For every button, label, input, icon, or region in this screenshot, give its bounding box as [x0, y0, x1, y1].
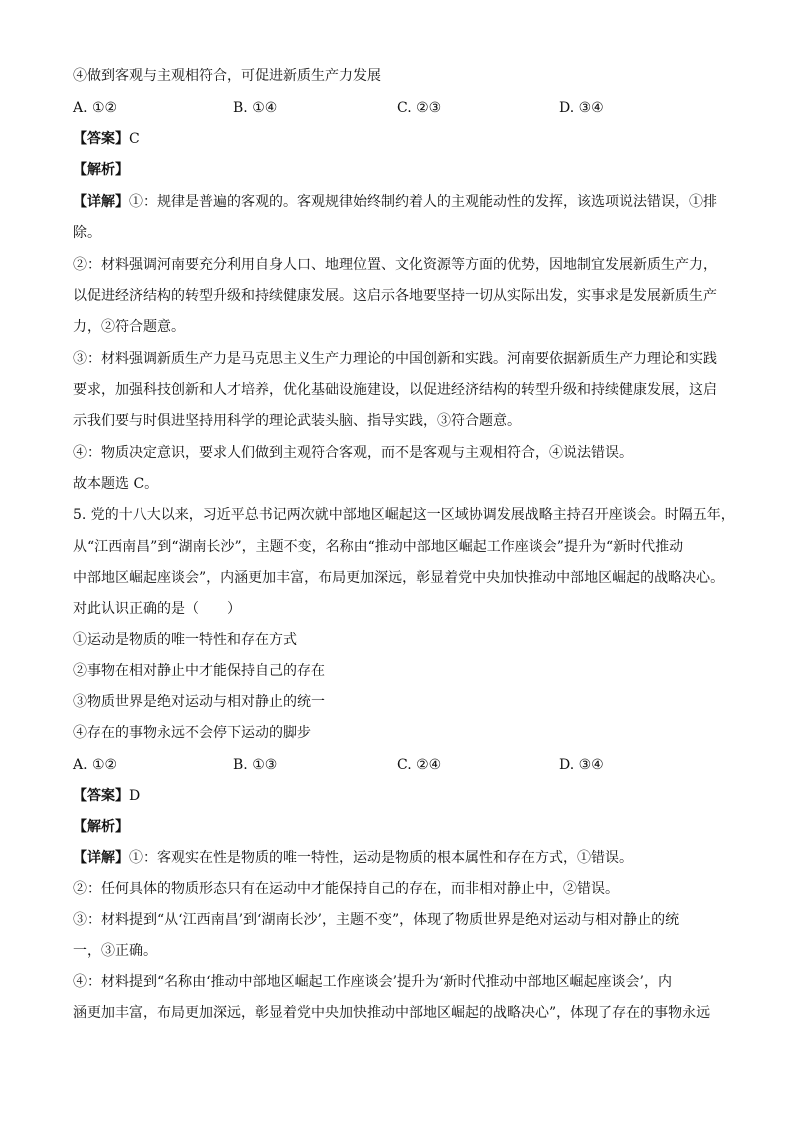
detail-label: 【详解】 [73, 194, 129, 210]
q5-option-c: C. ②④ [397, 757, 442, 773]
q4-detail-4: ④：物质决定意识，要求人们做到主观符合客观，而不是客观与主观相符合，④说法错误。 [73, 445, 633, 461]
q4-statement-4: ④做到客观与主观相符合，可促进新质生产力发展 [73, 68, 381, 84]
answer-value: C [129, 131, 140, 147]
q5-options [73, 755, 734, 775]
q4-option-a: A. ①② [73, 100, 118, 116]
q4-answer [73, 129, 734, 149]
q5-analysis-label: 【解析】 [73, 819, 129, 835]
q4-detail-2c: 力，②符合题意。 [73, 319, 185, 335]
answer-label: 【答案】 [73, 131, 129, 147]
q5-statement-2: ②事物在相对静止中才能保持自己的存在 [73, 663, 325, 679]
q5-option-d: D. ③④ [559, 757, 604, 773]
q5-option-b: B. ①③ [233, 757, 278, 773]
q5-detail-3b: 一，③正确。 [73, 943, 157, 959]
q4-detail-3b: 要求，加强科技创新和人才培养，优化基础设施建设，以促进经济结构的转型升级和持续健康发展，这启 [73, 382, 717, 398]
q5-stem-c: 中部地区崛起座谈会”，内涵更加丰富，布局更加深远，彰显着党中央加快推动中部地区崛起的战略决心。 [73, 570, 725, 586]
q4-conclusion: 故本题选 C。 [73, 476, 159, 492]
q5-statement-1: ①运动是物质的唯一特性和存在方式 [73, 632, 297, 648]
q5-stem-d: 对此认识正确的是（ ） [73, 601, 241, 617]
answer-value: D [129, 788, 141, 804]
q4-detail-3c: 示我们要与时俱进坚持用科学的理论武装头脑、指导实践，③符合题意。 [73, 413, 521, 429]
q4-detail-3a: ③：材料强调新质生产力是马克思主义生产力理论的中国创新和实践。河南要依据新质生产力理论和实践 [73, 351, 717, 367]
q5-statement-4: ④存在的事物永远不会停下运动的脚步 [73, 725, 311, 741]
q5-stem-a: 5. 党的十八大以来，习近平总书记两次就中部地区崛起这一区域协调发展战略主持召开座谈会。时隔五年， [73, 507, 735, 523]
answer-label: 【答案】 [73, 788, 129, 804]
q4-options [73, 98, 734, 118]
q5-stem-b: 从“江西南昌”到“湖南长沙”，主题不变，名称由“推动中部地区崛起工作座谈会”提升为“新时代推动 [73, 539, 684, 555]
q4-option-c: C. ②③ [397, 100, 442, 116]
q4-detail-2a: ②：材料强调河南要充分利用自身人口、地理位置、文化资源等方面的优势，因地制宜发展新质生产力， [73, 257, 717, 273]
q4-detail-1a [73, 192, 734, 212]
q5-detail-2: ②：任何具体的物质形态只有在运动中才能保持自己的存在，而非相对静止中，②错误。 [73, 881, 619, 897]
q4-detail-2b: 以促进经济结构的转型升级和持续健康发展。这启示各地要坚持一切从实际出发，实事求是发展新质生产 [73, 288, 717, 304]
q5-detail-4b: 涵更加丰富，布局更加深远，彰显着党中央加快推动中部地区崛起的战略决心”，体现了存在的事物永远 [73, 1005, 711, 1021]
q4-option-b: B. ①④ [233, 100, 278, 116]
detail-label: 【详解】 [73, 850, 129, 866]
q5-detail-3a: ③：材料提到“从‘江西南昌’到‘湖南长沙’，主题不变”，体现了物质世界是绝对运动与相对静止的统 [73, 912, 680, 928]
q5-detail-1 [73, 848, 734, 868]
q5-answer [73, 786, 734, 806]
q5-detail-4a: ④：材料提到“名称由‘推动中部地区崛起工作座谈会’提升为‘新时代推动中部地区崛起座谈会’，内 [73, 974, 672, 990]
detail-text: ①：规律是普遍的客观的。客观规律始终制约着人的主观能动性的发挥，该选项说法错误，①排 [129, 194, 717, 210]
q5-option-a: A. ①② [73, 757, 118, 773]
q4-detail-1b: 除。 [73, 225, 101, 241]
q4-analysis-label: 【解析】 [73, 162, 129, 178]
q4-option-d: D. ③④ [559, 100, 604, 116]
q5-statement-3: ③物质世界是绝对运动与相对静止的统一 [73, 694, 325, 710]
detail-text: ①：客观实在性是物质的唯一特性，运动是物质的根本属性和存在方式，①错误。 [129, 850, 633, 866]
